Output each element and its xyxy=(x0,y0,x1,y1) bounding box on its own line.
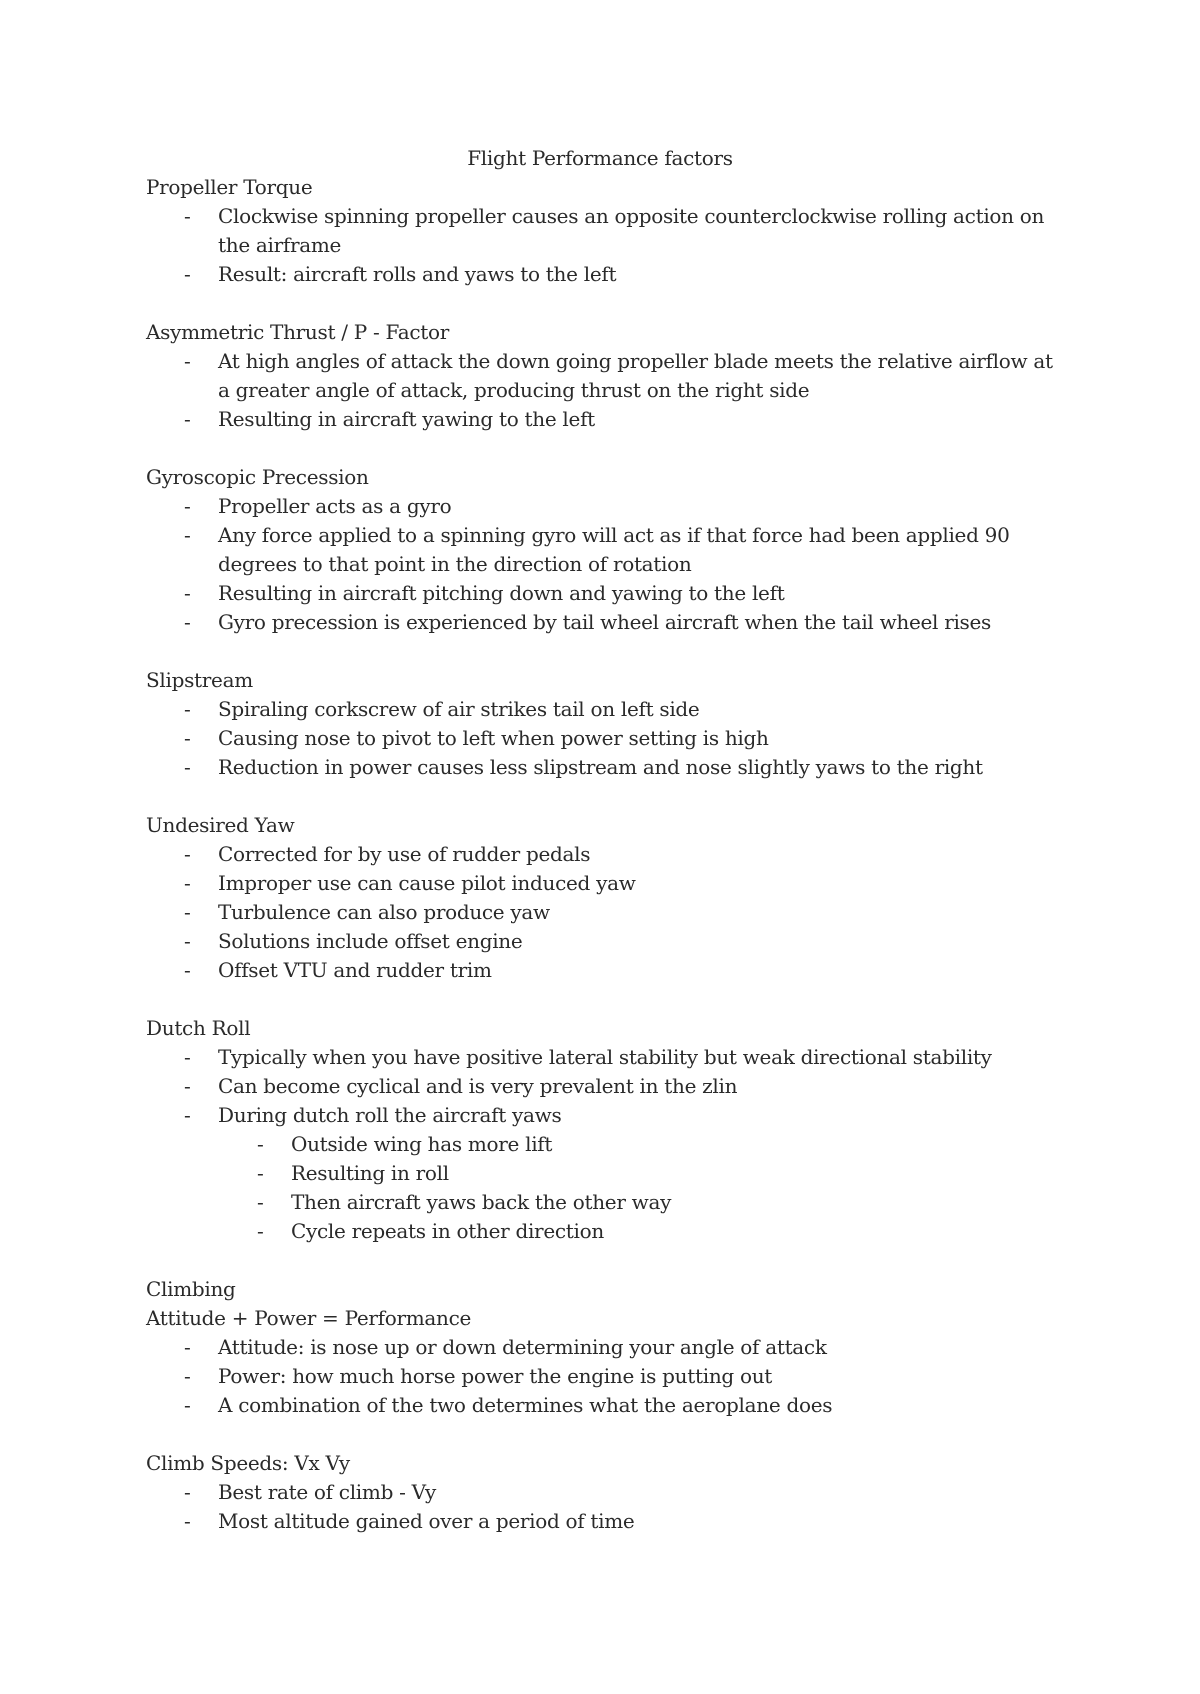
dash-bullet-icon: - xyxy=(257,1219,264,1243)
bullet-text: Can become cyclical and is very prevalent in the zlin xyxy=(218,1074,738,1098)
dash-bullet-icon: - xyxy=(257,1190,264,1214)
dash-bullet-icon: - xyxy=(184,349,191,373)
bullet-text: Then aircraft yaws back the other way xyxy=(291,1190,672,1214)
dash-bullet-icon: - xyxy=(184,697,191,721)
bullet-item xyxy=(146,1478,1066,1507)
bullet-item xyxy=(146,1043,1066,1072)
dash-bullet-icon: - xyxy=(184,1335,191,1359)
section-heading: Gyroscopic Precession xyxy=(146,465,369,489)
dash-bullet-icon: - xyxy=(184,1509,191,1533)
section xyxy=(146,811,1066,985)
bullet-item xyxy=(146,724,1066,753)
bullet-text: Reduction in power causes less slipstream and nose slightly yaws to the right xyxy=(218,755,983,779)
bullet-text: At high angles of attack the down going propeller blade meets the relative airflow at a greater angle of attack, producing thrust on the right side xyxy=(218,349,1053,402)
bullet-item xyxy=(146,260,1066,289)
section-heading: Asymmetric Thrust / P - Factor xyxy=(146,320,449,344)
bullet-item xyxy=(146,347,1066,405)
bullet-item xyxy=(146,608,1066,637)
bullet-text: Improper use can cause pilot induced yaw xyxy=(218,871,636,895)
dash-bullet-icon: - xyxy=(184,204,191,228)
bullet-text: Resulting in roll xyxy=(291,1161,449,1185)
bullet-text: Offset VTU and rudder trim xyxy=(218,958,492,982)
bullet-text: Resulting in aircraft yawing to the left xyxy=(218,407,595,431)
bullet-text: Spiraling corkscrew of air strikes tail on left side xyxy=(218,697,700,721)
bullet-text: Power: how much horse power the engine is putting out xyxy=(218,1364,773,1388)
bullet-text: Typically when you have positive lateral stability but weak directional stability xyxy=(218,1045,992,1069)
bullet-item xyxy=(146,521,1066,579)
dash-bullet-icon: - xyxy=(184,581,191,605)
section xyxy=(146,1449,1066,1536)
dash-bullet-icon: - xyxy=(184,1045,191,1069)
bullet-text: Resulting in aircraft pitching down and yawing to the left xyxy=(218,581,785,605)
dash-bullet-icon: - xyxy=(184,900,191,924)
section xyxy=(146,666,1066,782)
dash-bullet-icon: - xyxy=(184,494,191,518)
bullet-item xyxy=(146,1333,1066,1362)
bullet-text: During dutch roll the aircraft yaws xyxy=(218,1103,562,1127)
section-heading: Climbing xyxy=(146,1277,236,1301)
dash-bullet-icon: - xyxy=(184,755,191,779)
dash-bullet-icon: - xyxy=(184,1074,191,1098)
bullet-item xyxy=(146,695,1066,724)
section-heading: Undesired Yaw xyxy=(146,813,295,837)
bullet-item xyxy=(146,1362,1066,1391)
dash-bullet-icon: - xyxy=(257,1132,264,1156)
sub-bullet-item xyxy=(146,1159,1066,1188)
bullet-text: Result: aircraft rolls and yaws to the left xyxy=(218,262,617,286)
sub-bullet-item xyxy=(146,1217,1066,1246)
dash-bullet-icon: - xyxy=(184,407,191,431)
dash-bullet-icon: - xyxy=(257,1161,264,1185)
bullet-item xyxy=(146,492,1066,521)
bullet-item xyxy=(146,753,1066,782)
bullet-text: Best rate of climb - Vy xyxy=(218,1480,436,1504)
section-heading: Climb Speeds: Vx Vy xyxy=(146,1451,350,1475)
bullet-item xyxy=(146,956,1066,985)
section xyxy=(146,173,1066,289)
sub-bullet-item xyxy=(146,1130,1066,1159)
bullet-item xyxy=(146,1101,1066,1130)
bullet-text: Cycle repeats in other direction xyxy=(291,1219,604,1243)
bullet-text: Clockwise spinning propeller causes an opposite counterclockwise rolling action on the airframe xyxy=(218,204,1045,257)
dash-bullet-icon: - xyxy=(184,610,191,634)
bullet-item xyxy=(146,1072,1066,1101)
section-heading: Propeller Torque xyxy=(146,175,313,199)
document-body xyxy=(146,173,1066,1565)
sub-bullet-item xyxy=(146,1188,1066,1217)
dash-bullet-icon: - xyxy=(184,1364,191,1388)
bullet-item xyxy=(146,579,1066,608)
section-heading: Dutch Roll xyxy=(146,1016,251,1040)
document-title: Flight Performance factors xyxy=(467,146,733,170)
dash-bullet-icon: - xyxy=(184,958,191,982)
section xyxy=(146,1275,1066,1420)
bullet-item xyxy=(146,405,1066,434)
dash-bullet-icon: - xyxy=(184,1103,191,1127)
dash-bullet-icon: - xyxy=(184,1393,191,1417)
dash-bullet-icon: - xyxy=(184,726,191,750)
bullet-text: Most altitude gained over a period of time xyxy=(218,1509,635,1533)
dash-bullet-icon: - xyxy=(184,871,191,895)
bullet-text: A combination of the two determines what the aeroplane does xyxy=(218,1393,833,1417)
bullet-item xyxy=(146,898,1066,927)
section-heading: Slipstream xyxy=(146,668,253,692)
bullet-text: Corrected for by use of rudder pedals xyxy=(218,842,591,866)
dash-bullet-icon: - xyxy=(184,523,191,547)
bullet-item xyxy=(146,1391,1066,1420)
dash-bullet-icon: - xyxy=(184,929,191,953)
dash-bullet-icon: - xyxy=(184,1480,191,1504)
bullet-text: Gyro precession is experienced by tail wheel aircraft when the tail wheel rises xyxy=(218,610,992,634)
bullet-item xyxy=(146,927,1066,956)
dash-bullet-icon: - xyxy=(184,262,191,286)
section xyxy=(146,1014,1066,1246)
dash-bullet-icon: - xyxy=(184,842,191,866)
bullet-item xyxy=(146,869,1066,898)
bullet-item xyxy=(146,1507,1066,1536)
bullet-text: Any force applied to a spinning gyro will act as if that force had been applied 90 degrees to that point in the direction of rotation xyxy=(218,523,1010,576)
bullet-text: Outside wing has more lift xyxy=(291,1132,553,1156)
bullet-item xyxy=(146,202,1066,260)
section xyxy=(146,463,1066,637)
section-heading: Attitude + Power = Performance xyxy=(146,1306,472,1330)
bullet-text: Turbulence can also produce yaw xyxy=(218,900,550,924)
bullet-text: Solutions include offset engine xyxy=(218,929,523,953)
bullet-text: Attitude: is nose up or down determining your angle of attack xyxy=(218,1335,827,1359)
bullet-item xyxy=(146,840,1066,869)
bullet-text: Causing nose to pivot to left when power setting is high xyxy=(218,726,769,750)
section xyxy=(146,318,1066,434)
bullet-text: Propeller acts as a gyro xyxy=(218,494,452,518)
